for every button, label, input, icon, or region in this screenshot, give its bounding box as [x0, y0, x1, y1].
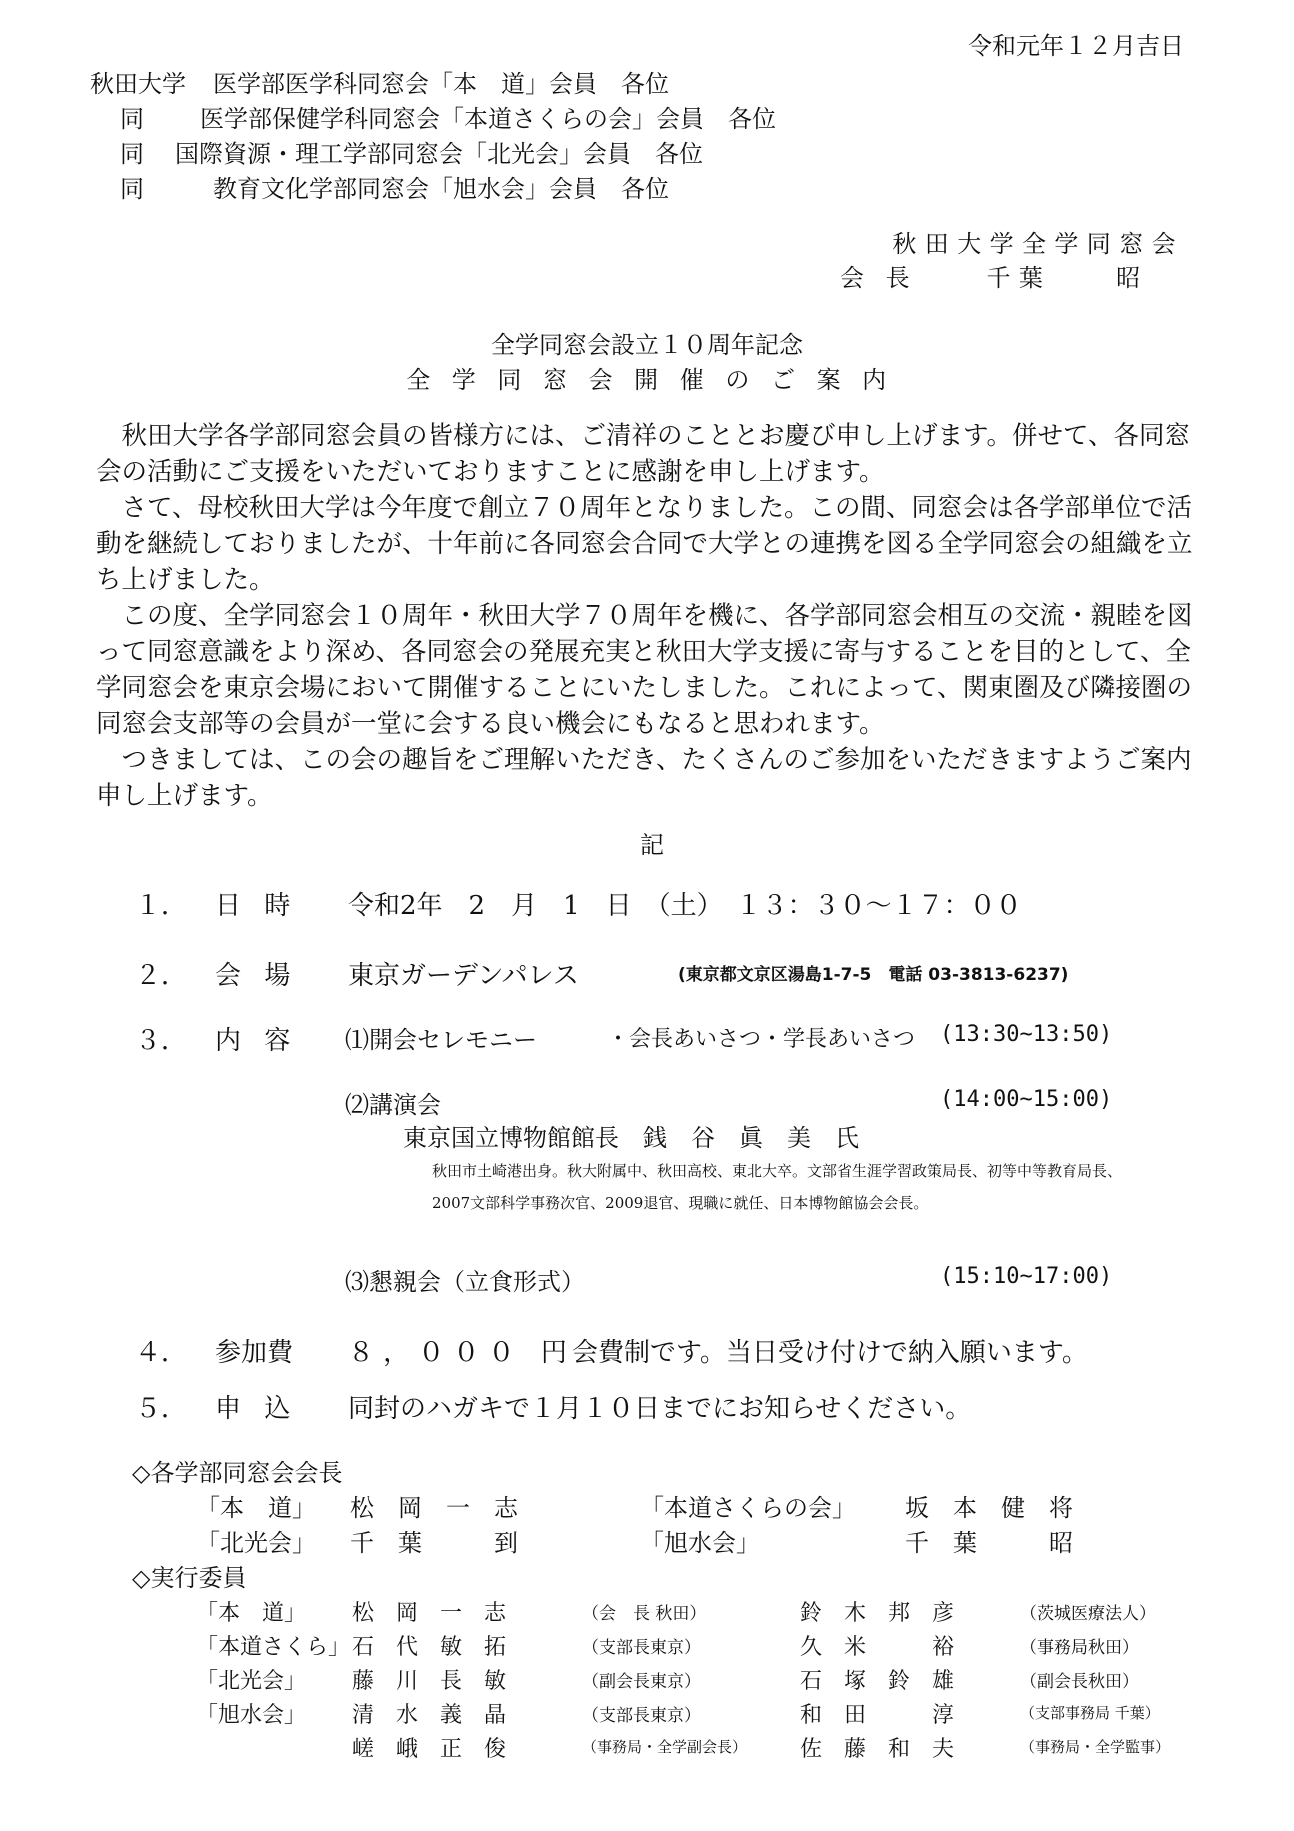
speaker-bio: 2007文部科学事務次官、2009退官、現職に就任、日本博物館協会会長。 [432, 1194, 929, 1212]
table-cell: 松 岡 一 志 [350, 1494, 518, 1522]
title-line2: 全学同窓会開催のご案内 [406, 366, 908, 394]
apply-value: 同封のハガキで１月１０日までにお知らせください。 [348, 1394, 972, 1424]
body-paragraph: つきましては、この会の趣旨をご理解いただき、たくさんのご参加をいただきますようご案内申し上げます。 [96, 745, 1192, 811]
fee-note: 会費制です。当日受け付けで納入願います。 [572, 1338, 1088, 1368]
sender-name: 千葉 昭 [986, 264, 1149, 292]
item-number: ２． [135, 961, 188, 991]
table-cell: 「本道さくらの会」 [640, 1494, 856, 1522]
table-cell: 「旭水会」 [196, 1703, 307, 1728]
table-cell: 石 代 敏 拓 [352, 1635, 507, 1660]
table-cell: （事務局秋田） [1020, 1638, 1139, 1658]
body-paragraph: 秋田大学各学部同窓会員の皆様方には、ご清祥のこととお慶び申し上げます。併せて、各同窓会の活動にご支援をいただいておりますことに感謝を申し上げます。 [96, 421, 1190, 487]
committee-heading: ◇実行委員 [132, 1564, 247, 1592]
table-cell: 佐 藤 和 夫 [800, 1737, 955, 1762]
table-cell: 「北光会」 [196, 1529, 316, 1557]
table-cell: 「旭水会」 [640, 1529, 760, 1557]
table-cell: 千 葉 到 [350, 1529, 518, 1557]
recipient-org: 国際資源・理工学部同窓会「北光会」会員 各位 [175, 140, 703, 168]
program-3-time: (15:10~17:00) [940, 1264, 1113, 1289]
table-cell: 「本道さくら」 [196, 1635, 351, 1660]
item-label: 申込 [215, 1394, 314, 1424]
item-number: １． [135, 891, 188, 921]
body-text [96, 418, 1206, 814]
table-cell: （支部長東京） [582, 1706, 701, 1726]
presidents-heading: ◇各学部同窓会会長 [132, 1459, 343, 1487]
table-cell: 「本 道」 [196, 1601, 307, 1626]
item-number: ５． [135, 1394, 188, 1424]
venue-name: 東京ガーデンパレス [348, 961, 579, 991]
venue-address: (東京都文京区湯島1-7-5 電話 03-3813-6237) [678, 965, 1069, 985]
table-cell: （会 長 秋田） [582, 1604, 707, 1624]
body-paragraph: この度、全学同窓会１０周年・秋田大学７０周年を機に、各学部同窓会相互の交流・親睦を図って同窓意識をより深め、各同窓会の発展充実と秋田大学支援に寄与することを目的として、全学同窓会を東京会場において開催することにいたしました。これによって、関東圏及び隣接圏の同窓会支部等の会員が一堂に会する良い機会にもなると思われます。 [96, 601, 1193, 739]
item-label: 参加費 [215, 1338, 294, 1368]
speaker: 東京国立博物館館長 銭 谷 眞 美 氏 [403, 1124, 859, 1152]
recipient-prefix: 秋田大学 [90, 70, 186, 98]
sender-org: 秋田大学全学同窓会 [892, 230, 1184, 258]
recipient-prefix: 同 [120, 175, 144, 203]
table-cell: 千 葉 昭 [905, 1529, 1073, 1557]
fee-amount: ８，０００ 円 [348, 1338, 576, 1368]
item-label: 内容 [215, 1026, 314, 1056]
item-number: ３． [135, 1026, 188, 1056]
recipient-prefix: 同 [120, 140, 144, 168]
issue-date: 令和元年１２月吉日 [968, 32, 1184, 60]
program-1-detail: ・会長あいさつ・学長あいさつ [607, 1027, 916, 1052]
recipient-org: 医学部保健学科同窓会「本道さくらの会」会員 各位 [200, 105, 776, 133]
table-cell: 鈴 木 邦 彦 [800, 1601, 955, 1626]
table-cell: （支部長東京） [582, 1638, 701, 1658]
table-cell: （茨城医療法人） [1020, 1604, 1156, 1624]
program-1-time: (13:30~13:50) [940, 1022, 1113, 1047]
table-cell: 和 田 淳 [800, 1703, 955, 1728]
table-cell: 嵯 峨 正 俊 [352, 1737, 507, 1762]
item-number: ４． [135, 1338, 188, 1368]
sender-title: 会長 [840, 264, 932, 292]
program-3-title: ⑶懇親会（立食形式） [345, 1268, 585, 1296]
table-cell: （副会長秋田） [1020, 1672, 1139, 1692]
table-cell: （事務局・全学副会長） [582, 1738, 748, 1756]
table-cell: 「北光会」 [196, 1669, 307, 1694]
recipient-prefix: 同 [120, 105, 144, 133]
recipient-org: 教育文化学部同窓会「旭水会」会員 各位 [213, 175, 669, 203]
program-2-title: ⑵講演会 [345, 1091, 441, 1119]
title-line1: 全学同窓会設立１０周年記念 [491, 331, 803, 359]
program-2-time: (14:00~15:00) [940, 1087, 1113, 1112]
table-cell: 久 米 裕 [800, 1635, 955, 1660]
item-label: 日時 [215, 891, 314, 921]
recipient-org: 医学部医学科同窓会「本 道」会員 各位 [213, 70, 669, 98]
table-cell: 坂 本 健 将 [905, 1494, 1073, 1522]
table-cell: 松 岡 一 志 [352, 1601, 507, 1626]
ki-heading: 記 [640, 831, 664, 859]
table-cell: 清 水 義 晶 [352, 1703, 507, 1728]
table-cell: （事務局・全学監事） [1020, 1738, 1171, 1756]
table-cell: （支部事務局 千葉） [1020, 1704, 1160, 1722]
body-paragraph: さて、母校秋田大学は今年度で創立７０周年となりました。この間、同窓会は各学部単位で活動を継続しておりましたが、十年前に各同窓会合同で大学との連携を図る全学同窓会の組織を立ち上げました。 [96, 493, 1193, 595]
item-label: 会場 [215, 961, 314, 991]
program-1-title: ⑴開会セレモニー [345, 1026, 537, 1054]
table-cell: 「本 道」 [196, 1494, 316, 1522]
sender-block [840, 258, 1148, 293]
datetime-value: 令和2年 2 月 1 日 （土） １３：３０～１７：００ [348, 891, 1022, 921]
table-cell: （副会長東京） [582, 1672, 701, 1692]
table-cell: 藤 川 長 敏 [352, 1669, 507, 1694]
speaker-bio: 秋田市土崎港出身。秋大附属中、秋田高校、東北大卒。文部省生涯学習政策局長、初等中等教育局長、 [432, 1162, 1123, 1180]
table-cell: 石 塚 鈴 雄 [800, 1669, 955, 1694]
